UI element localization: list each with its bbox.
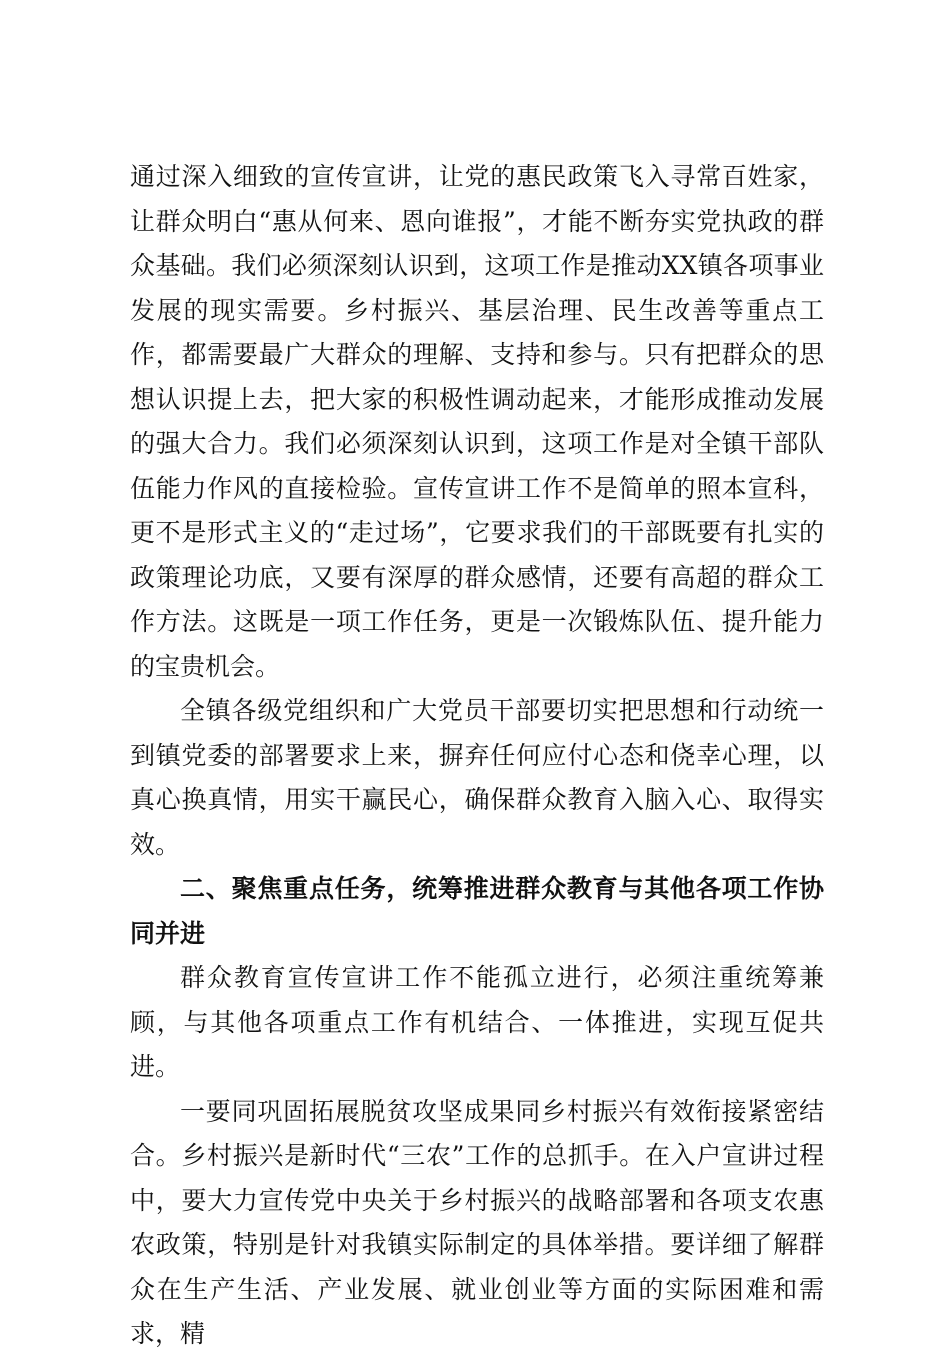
document-body (130, 155, 824, 1357)
section-heading-2: 二、聚焦重点任务，统筹推进群众教育与其他各项工作协同并进 (130, 874, 824, 948)
body-paragraph-4: 一要同巩固拓展脱贫攻坚成果同乡村振兴有效衔接紧密结合。乡村振兴是新时代“三农”工作的总抓手。在入户宣讲过程中，要大力宣传党中央关于乡村振兴的战略部署和各项支农惠农政策，特别是针对我镇实际制定的具体举措。要详细了解群众在生产生活、产业发展、就业创业等方面的实际困难和需求，精 (130, 1096, 824, 1348)
body-paragraph-1: 通过深入细致的宣传宣讲，让党的惠民政策飞入寻常百姓家，让群众明白“惠从何来、恩向谁报”，才能不断夯实党执政的群众基础。我们必须深刻认识到，这项工作是推动XX镇各项事业发展的现实需要。乡村振兴、基层治理、民生改善等重点工作，都需要最广大群众的理解、支持和参与。只有把群众的思想认识提上去，把大家的积极性调动起来，才能形成推动发展的强大合力。我们必须深刻认识到，这项工作是对全镇干部队伍能力作风的直接检验。宣传宣讲工作不是简单的照本宣科，更不是形式主义的“走过场”，它要求我们的干部既要有扎实的政策理论功底，又要有深厚的群众感情，还要有高超的群众工作方法。这既是一项工作任务，更是一次锻炼队伍、提升能力的宝贵机会。 (130, 162, 824, 681)
body-paragraph-2: 全镇各级党组织和广大党员干部要切实把思想和行动统一到镇党委的部署要求上来，摒弃任何应付心态和侥幸心理，以真心换真情，用实干赢民心，确保群众教育入脑入心、取得实效。 (130, 696, 824, 859)
body-paragraph-3: 群众教育宣传宣讲工作不能孤立进行，必须注重统筹兼顾，与其他各项重点工作有机结合、一体推进，实现互促共进。 (130, 963, 824, 1081)
